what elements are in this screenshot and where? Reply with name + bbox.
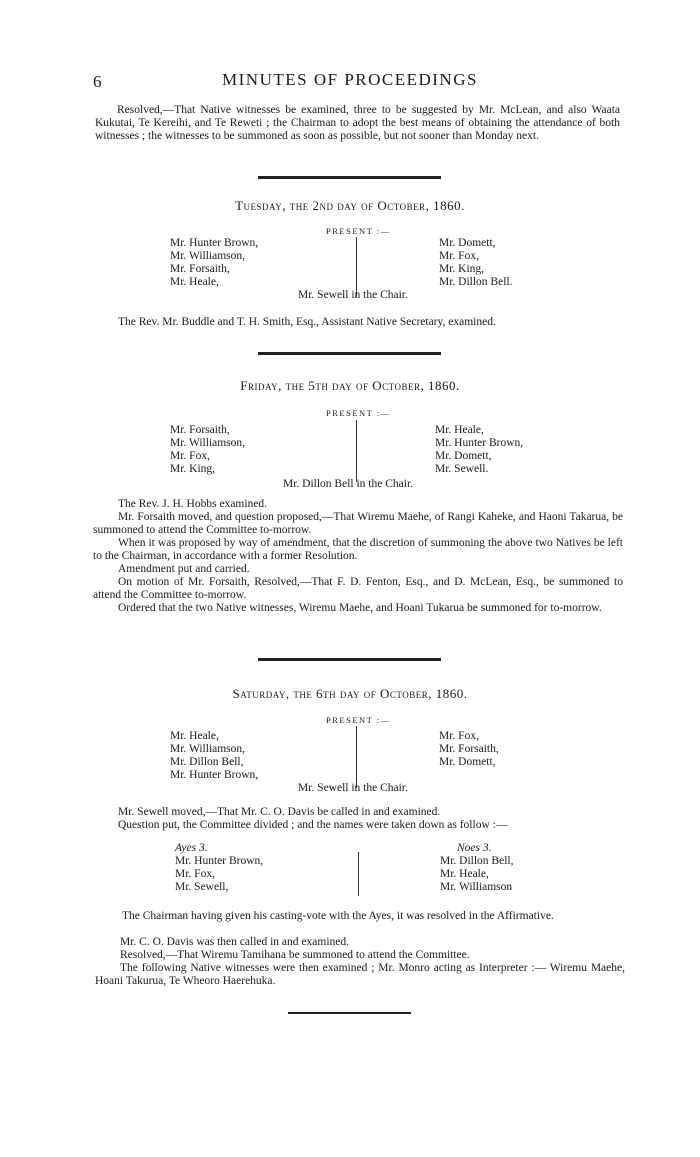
proceeding-text: The following Native witnesses were then examined ; Mr. Monro acting as Interpreter :— Wiremu Maehe, Hoani Takurua, Te Wheoro Haerehuka. <box>95 962 625 987</box>
column-divider <box>356 726 357 788</box>
aye-name: Mr. Fox, <box>175 868 215 880</box>
chair-line: Mr. Sewell in the Chair. <box>298 289 408 301</box>
opening-resolution-text: Resolved,—That Native witnesses be examined, three to be suggested by Mr. McLean, and also Waata Kukutai, Te Kereihi, and Te Reweti ; the Chairman to adopt the best means of obtaining the attendance of both witnesses ; the witnesses to be summoned as soon as possible, but not sooner than Monday next. <box>95 104 620 142</box>
running-title: MINUTES OF PROCEEDINGS <box>222 70 478 89</box>
sitting-date: Tuesday, the 2nd day of October, 1860. <box>235 198 465 213</box>
proceeding-text: Ordered that the two Native witnesses, Wiremu Maehe, and Hoani Tukarua be summoned for to-morrow. <box>118 602 602 614</box>
proceeding <box>93 498 623 511</box>
member-name: Mr. Williamson, <box>170 743 246 755</box>
casting-vote: The Chairman having given his casting-vote with the Ayes, it was resolved in the Affirmative. <box>122 910 554 922</box>
proceeding-text: The Rev. J. H. Hobbs examined. <box>118 498 268 510</box>
no-name: Mr. Heale, <box>440 868 489 880</box>
member-name: Mr. Fox, <box>439 250 479 262</box>
ayes-label: Ayes 3. <box>175 842 208 854</box>
member-name: Mr. Forsaith, <box>170 424 230 436</box>
column-divider <box>358 852 359 896</box>
member-name: Mr. Dillon Bell, <box>170 756 244 768</box>
member-name: Mr. Domett, <box>435 450 492 462</box>
chair-line: Mr. Sewell in the Chair. <box>298 782 408 794</box>
proceeding <box>95 962 625 988</box>
proceeding: Resolved,—That Wiremu Tamihana be summoned to attend the Committee. <box>120 949 470 961</box>
member-name: Mr. Heale, <box>435 424 484 436</box>
member-name: Mr. Hunter Brown, <box>170 237 259 249</box>
present-label: PRESENT :— <box>326 226 391 236</box>
proceeding-text: Mr. Forsaith moved, and question proposed,—That Wiremu Maehe, of Rangi Kaheke, and Haoni Takarua, be summoned to attend the Committee to-morrow. <box>93 511 623 536</box>
proceeding-text: When it was proposed by way of amendment, that the discretion of summoning the above two Natives be left to the Chairman, in accordance with a former Resolution. <box>93 537 623 562</box>
member-name: Mr. Heale, <box>170 730 219 742</box>
page-number: 6 <box>93 72 102 91</box>
aye-name: Mr. Sewell, <box>175 881 229 893</box>
section-divider <box>258 658 441 661</box>
sitting-date: Saturday, the 6th day of October, 1860. <box>232 686 468 701</box>
member-name: Mr. Domett, <box>439 237 496 249</box>
noes-label: Noes 3. <box>457 842 492 854</box>
member-name: Mr. Fox, <box>439 730 479 742</box>
proceeding-text: On motion of Mr. Forsaith, Resolved,—That F. D. Fenton, Esq., and D. McLean, Esq., be summoned to attend the Committee to-morrow. <box>93 576 623 601</box>
member-name: Mr. Hunter Brown, <box>435 437 524 449</box>
section-divider <box>288 1012 411 1014</box>
member-name: Mr. Heale, <box>170 276 219 288</box>
member-name: Mr. Dillon Bell. <box>439 276 513 288</box>
aye-name: Mr. Hunter Brown, <box>175 855 264 867</box>
present-label: PRESENT :— <box>326 715 391 725</box>
member-name: Mr. King, <box>170 463 216 475</box>
column-divider <box>356 420 357 482</box>
member-name: Mr. Domett, <box>439 756 496 768</box>
column-divider <box>356 237 357 297</box>
proceeding: The Rev. Mr. Buddle and T. H. Smith, Esq., Assistant Native Secretary, examined. <box>118 316 496 328</box>
proceeding: Mr. C. O. Davis was then called in and examined. <box>120 936 349 948</box>
proceeding-text: Amendment put and carried. <box>118 563 250 575</box>
member-name: Mr. Hunter Brown, <box>170 769 259 781</box>
proceeding: Question put, the Committee divided ; and the names were taken down as follow :— <box>118 819 508 831</box>
member-name: Mr. Forsaith, <box>170 263 230 275</box>
section-divider <box>258 176 441 179</box>
proceeding <box>93 511 623 537</box>
section-divider <box>258 352 441 355</box>
sitting-date: Friday, the 5th day of October, 1860. <box>240 378 460 393</box>
member-name: Mr. Williamson, <box>170 250 246 262</box>
proceeding <box>93 602 623 615</box>
member-name: Mr. Fox, <box>170 450 210 462</box>
proceeding: Mr. Sewell moved,—That Mr. C. O. Davis be called in and examined. <box>118 806 441 818</box>
member-name: Mr. Sewell. <box>435 463 489 475</box>
member-name: Mr. Forsaith, <box>439 743 499 755</box>
no-name: Mr. Dillon Bell, <box>440 855 514 867</box>
proceeding <box>93 563 623 576</box>
present-label: PRESENT :— <box>326 408 391 418</box>
member-name: Mr. King, <box>439 263 485 275</box>
no-name: Mr. Williamson <box>440 881 513 893</box>
member-name: Mr. Williamson, <box>170 437 246 449</box>
proceeding <box>93 537 623 563</box>
chair-line: Mr. Dillon Bell in the Chair. <box>283 478 414 490</box>
proceeding <box>93 576 623 602</box>
opening-resolution <box>95 104 620 143</box>
